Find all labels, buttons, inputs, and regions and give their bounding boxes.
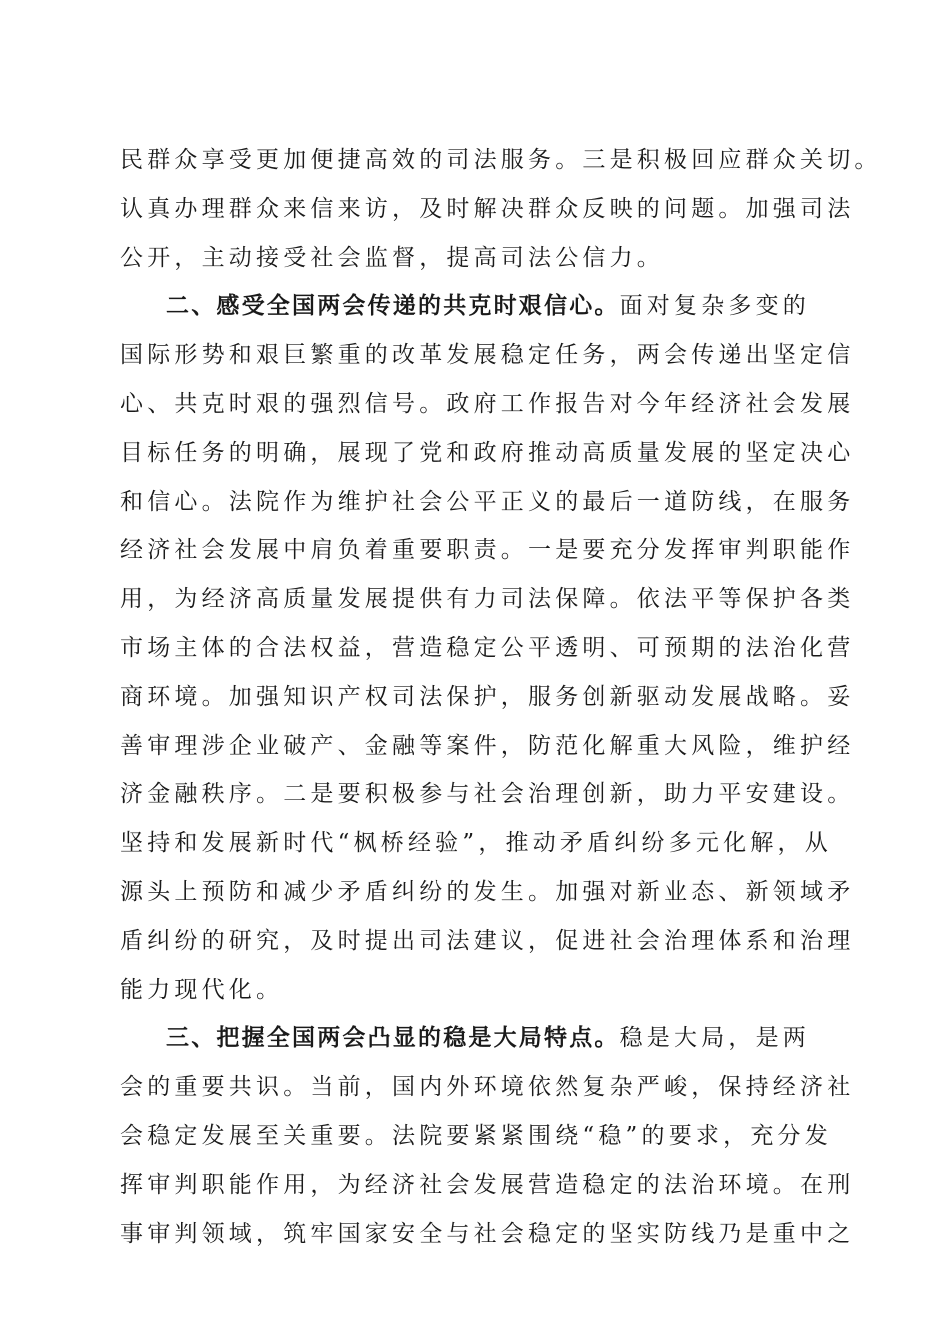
paragraph-3-first-line-text: 稳是大局，是两 [619,1025,811,1052]
section-3-heading: 三、把握全国两会凸显的稳是大局特点。 [166,1025,620,1052]
paragraph-2-line: 盾纠纷的研究，及时提出司法建议，促进社会治理体系和治理 [120,927,855,954]
body-text [120,136,882,1258]
paragraph-2-line: 商环境。加强知识产权司法保护，服务创新驱动发展战略。妥 [120,683,855,710]
paragraph-2-line: 源头上预防和减少矛盾纠纷的发生。加强对新业态、新领域矛 [120,878,855,905]
paragraph-3-line: 事审判领域，筑牢国家安全与社会稳定的坚实防线乃是重中之 [120,1220,855,1247]
paragraph-2-line: 心、共克时艰的强烈信号。政府工作报告对今年经济社会发展 [120,390,855,417]
paragraph-3-line: 挥审判职能作用，为经济社会发展营造稳定的法治环境。在刑 [120,1171,855,1198]
paragraph-2-first-line-text: 面对复杂多变的 [619,293,811,320]
paragraph-2-line: 国际形势和艰巨繁重的改革发展稳定任务，两会传递出坚定信 [120,342,855,369]
paragraph-2-line: 市场主体的合法权益，营造稳定公平透明、可预期的法治化营 [120,634,855,661]
paragraph-2-line: 用，为经济高质量发展提供有力司法保障。依法平等保护各类 [120,586,855,613]
paragraph-2-line: 济金融秩序。二是要积极参与社会治理创新，助力平安建设。 [120,781,855,808]
paragraph-2-line: 和信心。法院作为维护社会公平正义的最后一道防线，在服务 [120,488,855,515]
section-2-heading: 二、感受全国两会传递的共克时艰信心。 [166,293,620,320]
paragraph-2-line: 经济社会发展中肩负着重要职责。一是要充分发挥审判职能作 [120,537,855,564]
paragraph-2-line: 善审理涉企业破产、金融等案件，防范化解重大风险，维护经 [120,732,855,759]
paragraph-1-line-1: 民群众享受更加便捷高效的司法服务。三是积极回应群众关切。 [120,147,882,173]
paragraph-2-line: 目标任务的明确，展现了党和政府推动高质量发展的坚定决心 [120,439,855,466]
paragraph-2-line: 能力现代化。 [120,976,284,1003]
paragraph-2-first-line [120,282,832,331]
paragraph-2-line: 坚持和发展新时代“枫桥经验”，推动矛盾纠纷多元化解，从 [120,830,832,857]
paragraph-1-line-3: 公开，主动接受社会监督，提高司法公信力。 [120,244,664,271]
paragraph-3-line: 会的重要共识。当前，国内外环境依然复杂严峻，保持经济社 [120,1074,855,1101]
paragraph-3-first-line [120,1014,832,1063]
paragraph-3-line: 会稳定发展至关重要。法院要紧紧围绕“稳”的要求，充分发 [120,1122,832,1149]
paragraph-1-line-2: 认真办理群众来信来访，及时解决群众反映的问题。加强司法 [120,195,855,222]
